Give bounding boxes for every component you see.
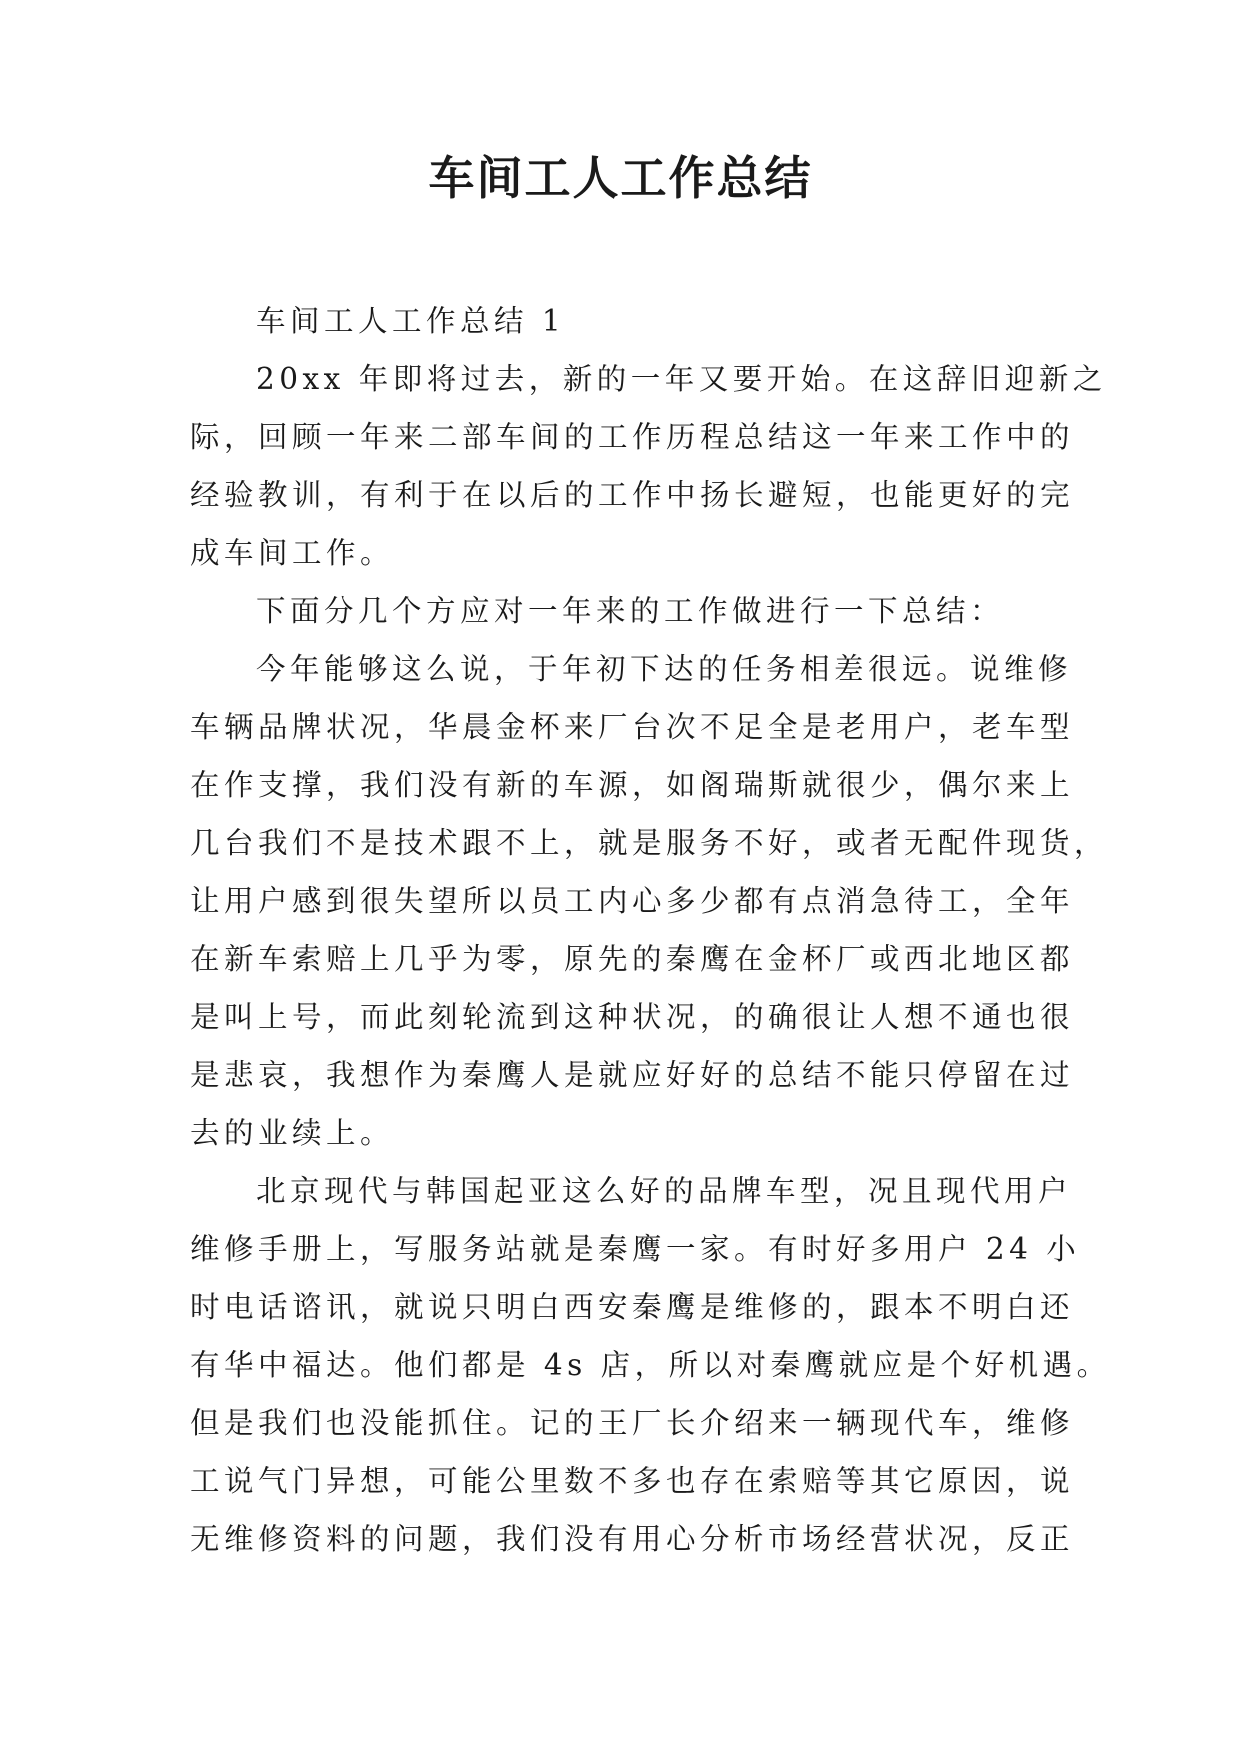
- text-line: 车辆品牌状况，华晨金杯来厂台次不足全是老用户，老车型: [190, 710, 1075, 744]
- text-line: 但是我们也没能抓住。记的王厂长介绍来一辆现代车，维修: [190, 1406, 1075, 1440]
- text-line: 几台我们不是技术跟不上，就是服务不好，或者无配件现货，: [190, 826, 1109, 860]
- text-line: 在新车索赔上几乎为零，原先的秦鹰在金杯厂或西北地区都: [190, 942, 1075, 976]
- paragraph: [190, 350, 1107, 582]
- text-line: 无维修资料的问题，我们没有用心分析市场经营状况，反正: [190, 1522, 1075, 1556]
- text-line: 际，回顾一年来二部车间的工作历程总结这一年来工作中的: [190, 420, 1075, 454]
- text-line: 是悲哀，我想作为秦鹰人是就应好好的总结不能只停留在过: [190, 1058, 1075, 1092]
- paragraph-heading: [190, 292, 1070, 350]
- text-line: 北京现代与韩国起亚这么好的品牌车型，况且现代用户: [256, 1174, 1073, 1208]
- text-line: 是叫上号，而此刻轮流到这种状况，的确很让人想不通也很: [190, 1000, 1075, 1034]
- text-line: 去的业续上。: [190, 1116, 395, 1150]
- text-line: 经验教训，有利于在以后的工作中扬长避短，也能更好的完: [190, 478, 1075, 512]
- paragraph: [190, 640, 1109, 1162]
- text-line: 有华中福达。他们都是 4s 店，所以对秦鹰就应是个好机遇。: [190, 1348, 1111, 1382]
- document-body: [190, 292, 1111, 1568]
- text-line: 20xx 年即将过去，新的一年又要开始。在这辞旧迎新之: [256, 362, 1107, 396]
- paragraph: [190, 1162, 1111, 1568]
- text-line: 在作支撑，我们没有新的车源，如阁瑞斯就很少，偶尔来上: [190, 768, 1075, 802]
- text-line: 下面分几个方应对一年来的工作做进行一下总结：: [256, 594, 1005, 628]
- text-line: 时电话谘讯，就说只明白西安秦鹰是维修的，跟本不明白还: [190, 1290, 1075, 1324]
- text-line: 让用户感到很失望所以员工内心多少都有点消急待工，全年: [190, 884, 1075, 918]
- text-line: 今年能够这么说，于年初下达的任务相差很远。说维修: [256, 652, 1073, 686]
- paragraph: [190, 582, 1070, 640]
- text-line: 维修手册上，写服务站就是秦鹰一家。有时好多用户 24 小: [190, 1232, 1081, 1266]
- text-line: 成车间工作。: [190, 536, 395, 570]
- text-line: 工说气门异想，可能公里数不多也存在索赔等其它原因，说: [190, 1464, 1075, 1498]
- text-line: 车间工人工作总结 1: [256, 304, 566, 338]
- document-title: 车间工人工作总结: [428, 151, 813, 205]
